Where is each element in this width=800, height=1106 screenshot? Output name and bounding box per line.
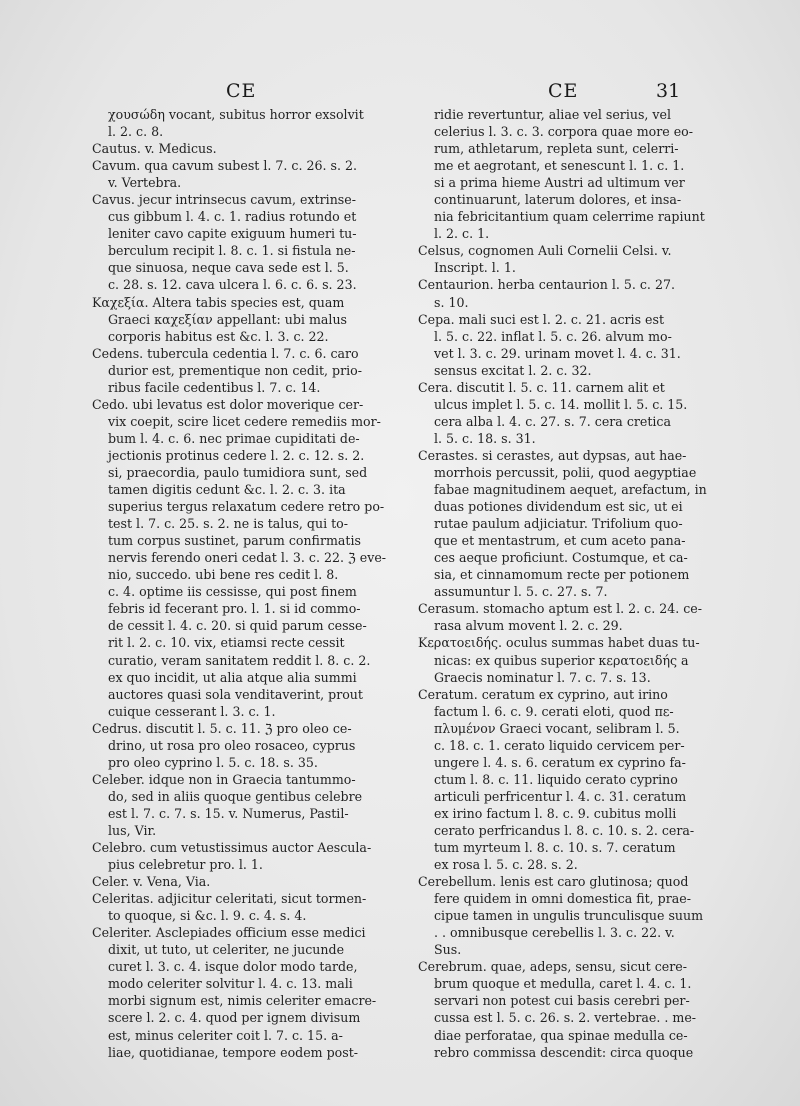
entry-headword-line: Celebro. cum vetustissimus auctor Aescula- (92, 840, 372, 856)
entry-continuation-line: corporis habitus est &c. l. 3. c. 22. (108, 328, 329, 344)
entry-continuation-line: brum quoque et medulla, caret l. 4. c. 1. (434, 976, 692, 992)
page-number: 31 (656, 80, 681, 102)
entry-continuation-line: cuique cesserant l. 3. c. 1. (108, 703, 276, 719)
entry-continuation-line: l. 2. c. 1. (434, 226, 490, 242)
left-running-head: CE (226, 80, 257, 102)
entry-headword-line: Cedrus. discutit l. 5. c. 11. ℨ pro oleo ce- (92, 720, 352, 736)
entry-continuation-line: febris id fecerant pro. l. 1. si id commo- (108, 601, 361, 617)
right-text-column (418, 106, 708, 1061)
entry-headword-line: Cerebrum. quae, adeps, sensu, sicut cere- (418, 959, 687, 975)
entry-continuation-line: dixit, ut tuto, ut celeriter, ne jucunde (108, 942, 345, 958)
entry-continuation-line: continuarunt, laterum dolores, et insa- (434, 192, 682, 208)
entry-continuation-line: rebro commissa descendit: circa quoque (434, 1044, 694, 1060)
entry-continuation-line: morbi signum est, nimis celeriter emacre- (108, 993, 377, 1009)
entry-continuation-line: ces aeque proficiunt. Costumque, et ca- (434, 550, 688, 566)
entry-continuation-line: πλυμένον Graeci vocant, selibram l. 5. (434, 720, 680, 736)
entry-continuation-line: χουσώδη vocant, subitus horror exsolvit (108, 107, 364, 122)
entry-continuation-line: rasa alvum movent l. 2. c. 29. (434, 618, 623, 634)
entry-continuation-line: nicas: ex quibus superior κερατοειδής a (434, 652, 689, 668)
entry-continuation-line: modo celeriter solvitur l. 4. c. 13. mali (108, 976, 353, 992)
entry-headword-line: Celsus, cognomen Auli Cornelii Celsi. v. (418, 243, 672, 259)
entry-continuation-line: Graeci καχεξίαν appellant: ubi malus (108, 311, 348, 327)
entry-continuation-line: de cessit l. 4. c. 20. si quid parum cesse- (108, 618, 367, 634)
entry-headword-line: Cerasum. stomacho aptum est l. 2. c. 24. ce- (418, 601, 703, 617)
entry-continuation-line: sia, et cinnamomum recte per potionem (434, 567, 690, 583)
entry-continuation-line: l. 5. c. 18. s. 31. (434, 430, 536, 446)
entry-continuation-line: . . omnibusque cerebellis l. 3. c. 22. v. (434, 925, 675, 941)
entry-continuation-line: l. 2. c. 8. (108, 124, 164, 140)
entry-continuation-line: Graecis nominatur l. 7. c. 7. s. 13. (434, 669, 651, 685)
entry-continuation-line: cussa est l. 5. c. 26. s. 2. vertebrae. . me- (434, 1010, 697, 1026)
entry-continuation-line: bum l. 4. c. 6. nec primae cupiditati de- (108, 430, 360, 446)
entry-headword-line: Centaurion. herba centaurion l. 5. c. 27. (418, 277, 675, 293)
entry-continuation-line: Inscript. l. 1. (434, 260, 516, 276)
entry-continuation-line: scere l. 2. c. 4. quod per ignem divisum (108, 1010, 361, 1026)
entry-continuation-line: diae perforatae, qua spinae medulla ce- (434, 1027, 688, 1043)
entry-continuation-line: berculum recipit l. 8. c. 1. si fistula ne- (108, 243, 356, 259)
left-text-column (92, 106, 388, 1061)
entry-continuation-line: cerato perfricandus l. 8. c. 10. s. 2. cera- (434, 822, 695, 838)
entry-continuation-line: que et mentastrum, et cum aceto pana- (434, 533, 686, 549)
entry-continuation-line: l. 5. c. 22. inflat l. 5. c. 26. alvum mo- (434, 328, 672, 344)
entry-continuation-line: cus gibbum l. 4. c. 1. radius rotundo et (108, 209, 357, 225)
entry-continuation-line: si a prima hieme Austri ad ultimum ver (434, 175, 685, 191)
entry-continuation-line: curet l. 3. c. 4. isque dolor modo tarde, (108, 959, 358, 975)
entry-headword-line: Cera. discutit l. 5. c. 11. carnem alit et (418, 379, 665, 395)
entry-continuation-line: cera alba l. 4. c. 27. s. 7. cera cretica (434, 413, 671, 429)
entry-continuation-line: rit l. 2. c. 10. vix, etiamsi recte cessit (108, 635, 345, 651)
entry-headword-line: Cautus. v. Medicus. (92, 141, 217, 157)
entry-continuation-line: ex quo incidit, ut alia atque alia summi (108, 669, 357, 685)
entry-continuation-line: liae, quotidianae, tempore eodem post- (108, 1044, 359, 1060)
right-running-head: CE (548, 80, 579, 102)
entry-continuation-line: assumuntur l. 5. c. 27. s. 7. (434, 584, 608, 600)
entry-continuation-line: pius celebretur pro. l. 1. (108, 857, 263, 873)
entry-continuation-line: factum l. 6. c. 9. cerati eloti, quod πε- (434, 703, 674, 719)
entry-continuation-line: nio, succedo. ubi bene res cedit l. 8. (108, 567, 339, 583)
entry-continuation-line: si, praecordia, paulo tumidiora sunt, sed (108, 464, 368, 480)
entry-headword-line: Celeritas. adjicitur celeritati, sicut tormen- (92, 891, 367, 907)
entry-continuation-line: nervis ferendo oneri cedat l. 3. c. 22. ℨ eve- (108, 550, 387, 566)
entry-continuation-line: rutae paulum adjiciatur. Trifolium quo- (434, 516, 683, 532)
entry-headword-line: Cerebellum. lenis est caro glutinosa; quod (418, 874, 689, 890)
entry-continuation-line: jectionis protinus cedere l. 2. c. 12. s. 2. (108, 447, 365, 463)
entry-continuation-line: vix coepit, scire licet cedere remediis mor- (108, 413, 381, 429)
entry-continuation-line: pro oleo cyprino l. 5. c. 18. s. 35. (108, 754, 318, 770)
entry-continuation-line: servari non potest cui basis cerebri per- (434, 993, 690, 1009)
entry-continuation-line: tum myrteum l. 8. c. 10. s. 7. ceratum (434, 840, 676, 856)
entry-continuation-line: ex rosa l. 5. c. 28. s. 2. (434, 857, 578, 873)
entry-continuation-line: duas potiones dividendum est sic, ut ei (434, 499, 683, 515)
entry-continuation-line: test l. 7. c. 25. s. 2. ne is talus, qui to- (108, 516, 349, 532)
entry-continuation-line: drino, ut rosa pro oleo rosaceo, cyprus (108, 737, 356, 753)
entry-continuation-line: tamen digitis cedunt &c. l. 2. c. 3. ita (108, 482, 346, 498)
entry-continuation-line: sensus excitat l. 2. c. 32. (434, 362, 592, 378)
entry-headword-line: Cedo. ubi levatus est dolor moverique cer- (92, 396, 364, 412)
entry-continuation-line: est, minus celeriter coit l. 7. c. 15. a- (108, 1027, 343, 1043)
entry-headword-line: Cavum. qua cavum subest l. 7. c. 26. s. 2. (92, 158, 357, 174)
entry-continuation-line: do, sed in aliis quoque gentibus celebre (108, 788, 363, 804)
entry-headword-line: Celer. v. Vena, Via. (92, 874, 211, 890)
entry-continuation-line: nia febricitantium quam celerrime rapiunt (434, 209, 705, 225)
entry-continuation-line: c. 18. c. 1. cerato liquido cervicem per- (434, 737, 685, 753)
entry-continuation-line: tum corpus sustinet, parum confirmatis (108, 533, 361, 549)
entry-headword-line: Cepa. mali suci est l. 2. c. 21. acris est (418, 311, 665, 327)
entry-continuation-line: est l. 7. c. 7. s. 15. v. Numerus, Pastil- (108, 805, 349, 821)
entry-continuation-line: s. 10. (434, 294, 469, 310)
entry-continuation-line: ungere l. 4. s. 6. ceratum ex cyprino fa- (434, 754, 686, 770)
entry-continuation-line: rum, athletarum, repleta sunt, celerri- (434, 141, 679, 157)
entry-continuation-line: fabae magnitudinem aequet, arefactum, in (434, 482, 707, 498)
entry-headword-line: Cedens. tubercula cedentia l. 7. c. 6. caro (92, 345, 359, 361)
entry-continuation-line: c. 4. optime iis cessisse, qui post finem (108, 584, 357, 600)
entry-continuation-line: curatio, veram sanitatem reddit l. 8. c. 2. (108, 652, 371, 668)
entry-continuation-line: ulcus implet l. 5. c. 14. mollit l. 5. c. 15. (434, 396, 688, 412)
entry-continuation-line: c. 28. s. 12. cava ulcera l. 6. c. 6. s. 23. (108, 277, 357, 293)
entry-continuation-line: fere quidem in omni domestica fit, prae- (434, 891, 691, 907)
entry-continuation-line: leniter cavo capite exiguum humeri tu- (108, 226, 357, 242)
entry-headword-line: Ceratum. ceratum ex cyprino, aut irino (418, 686, 668, 702)
entry-continuation-line: Sus. (434, 942, 462, 958)
entry-continuation-line: ribus facile cedentibus l. 7. c. 14. (108, 379, 321, 395)
entry-continuation-line: ctum l. 8. c. 11. liquido cerato cyprino (434, 771, 678, 787)
entry-continuation-line: me et aegrotant, et senescunt l. 1. c. 1. (434, 158, 685, 174)
entry-continuation-line: articuli perfricentur l. 4. c. 31. ceratum (434, 788, 687, 804)
entry-headword-line: Celeber. idque non in Graecia tantummo- (92, 771, 356, 787)
entry-continuation-line: durior est, prementique non cedit, prio- (108, 362, 362, 378)
entry-continuation-line: superius tergus relaxatum cedere retro po- (108, 499, 385, 515)
entry-continuation-line: morrhois percussit, polii, quod aegyptiae (434, 464, 697, 480)
entry-headword-line: Cavus. jecur intrinsecus cavum, extrinse- (92, 192, 356, 208)
entry-continuation-line: to quoque, si &c. l. 9. c. 4. s. 4. (108, 908, 307, 924)
entry-continuation-line: vet l. 3. c. 29. urinam movet l. 4. c. 31. (434, 345, 681, 361)
entry-continuation-line: ridie revertuntur, aliae vel serius, vel (434, 107, 672, 122)
entry-continuation-line: celerius l. 3. c. 3. corpora quae more eo- (434, 124, 694, 140)
entry-headword-line: Καχεξία. Altera tabis species est, quam (92, 294, 345, 310)
entry-continuation-line: v. Vertebra. (108, 175, 182, 191)
entry-continuation-line: que sinuosa, neque cava sede est l. 5. (108, 260, 349, 276)
entry-continuation-line: ex irino factum l. 8. c. 9. cubitus molli (434, 805, 677, 821)
entry-headword-line: Cerastes. si cerastes, aut dypsas, aut hae- (418, 447, 687, 463)
entry-continuation-line: cipue tamen in ungulis trunculisque suum (434, 908, 704, 924)
entry-continuation-line: lus, Vir. (108, 822, 157, 838)
entry-headword-line: Celeriter. Asclepiades officium esse medici (92, 925, 366, 941)
entry-headword-line: Κερατοειδής. oculus summas habet duas tu- (418, 635, 700, 651)
entry-continuation-line: auctores quasi sola venditaverint, prout (108, 686, 363, 702)
